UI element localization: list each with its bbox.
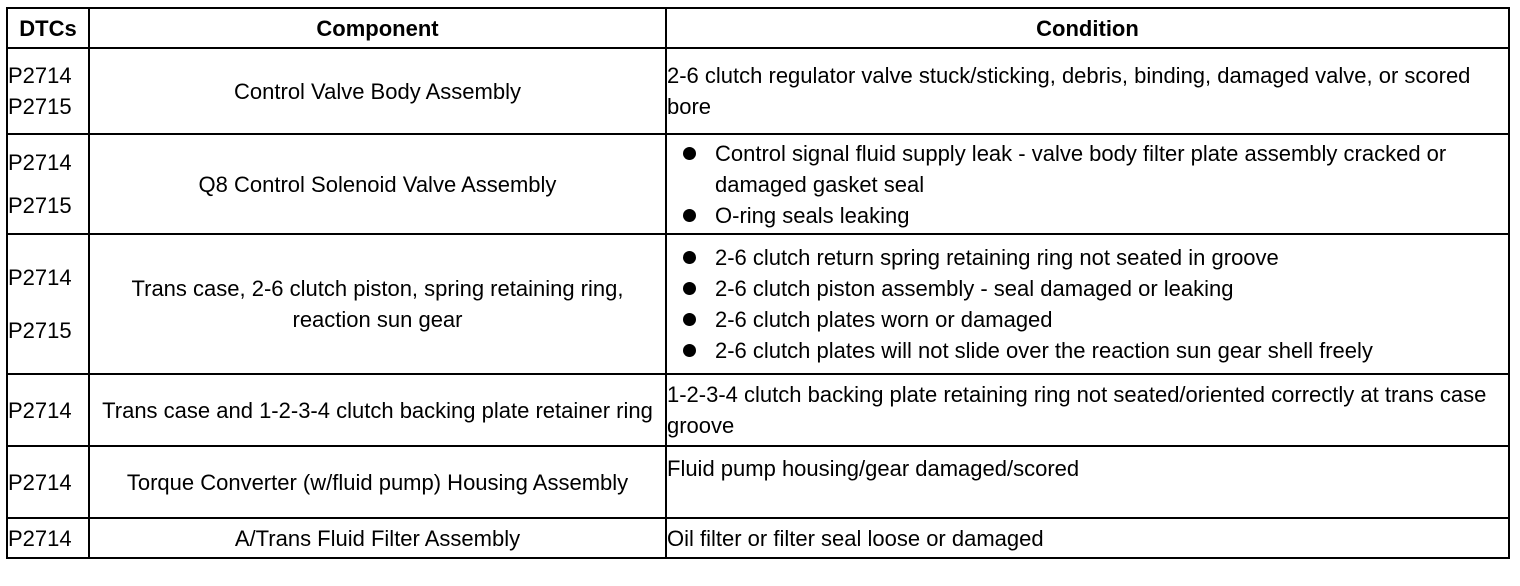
dtc-code: P2714 xyxy=(8,525,72,551)
table-row xyxy=(7,518,1509,558)
component-cell: Trans case, 2-6 clutch piston, spring retaining ring, reaction sun gear xyxy=(89,234,666,374)
component-cell: Q8 Control Solenoid Valve Assembly xyxy=(89,134,666,234)
component-cell: Control Valve Body Assembly xyxy=(89,48,666,134)
bullet-icon xyxy=(683,251,696,264)
condition-bullet-text: 2-6 clutch return spring retaining ring not seated in groove xyxy=(715,245,1279,270)
dtc-code: P2714 xyxy=(8,469,72,495)
condition-cell xyxy=(666,234,1509,374)
condition-bullet xyxy=(667,273,1508,304)
table-row xyxy=(7,234,1509,374)
condition-bullet-text: Control signal fluid supply leak - valve body filter plate assembly cracked or damaged gasket seal xyxy=(715,140,1447,197)
condition-bullet xyxy=(667,138,1508,200)
table-row xyxy=(7,134,1509,234)
dtc-cell xyxy=(7,446,89,518)
component-cell: Trans case and 1-2-3-4 clutch backing plate retainer ring xyxy=(89,374,666,446)
condition-cell: Fluid pump housing/gear damaged/scored xyxy=(666,446,1509,518)
dtc-code: P2714 xyxy=(8,265,72,290)
dtc-code: P2714 xyxy=(8,397,72,423)
dtc-code: P2714 xyxy=(8,63,72,88)
header-component: Component xyxy=(89,8,666,48)
dtc-cell xyxy=(7,518,89,558)
condition-bullet-list xyxy=(667,242,1508,366)
condition-cell: 1-2-3-4 clutch backing plate retaining ring not seated/oriented correctly at trans case groove xyxy=(666,374,1509,446)
dtc-cell xyxy=(7,134,89,234)
table-row xyxy=(7,446,1509,518)
dtc-code: P2715 xyxy=(8,94,72,119)
bullet-icon xyxy=(683,344,696,357)
bullet-icon xyxy=(683,209,696,222)
table-row xyxy=(7,374,1509,446)
condition-bullet-list xyxy=(667,138,1508,231)
dtc-cell xyxy=(7,48,89,134)
header-condition: Condition xyxy=(666,8,1509,48)
component-cell: Torque Converter (w/fluid pump) Housing Assembly xyxy=(89,446,666,518)
condition-cell: 2-6 clutch regulator valve stuck/sticking, debris, binding, damaged valve, or scored bore xyxy=(666,48,1509,134)
condition-cell: Oil filter or filter seal loose or damaged xyxy=(666,518,1509,558)
bullet-icon xyxy=(683,282,696,295)
condition-bullet-text: 2-6 clutch plates worn or damaged xyxy=(715,307,1053,332)
dtc-table xyxy=(6,7,1510,559)
condition-cell xyxy=(666,134,1509,234)
condition-bullet xyxy=(667,200,1508,231)
condition-bullet xyxy=(667,304,1508,335)
dtc-cell xyxy=(7,374,89,446)
dtc-cell xyxy=(7,234,89,374)
table-row xyxy=(7,48,1509,134)
header-dtcs: DTCs xyxy=(7,8,89,48)
condition-bullet-text: 2-6 clutch plates will not slide over the reaction sun gear shell freely xyxy=(715,338,1373,363)
dtc-code: P2715 xyxy=(8,193,72,218)
bullet-icon xyxy=(683,147,696,160)
component-cell: A/Trans Fluid Filter Assembly xyxy=(89,518,666,558)
header-row xyxy=(7,8,1509,48)
condition-bullet xyxy=(667,335,1508,366)
bullet-icon xyxy=(683,313,696,326)
condition-bullet-text: 2-6 clutch piston assembly - seal damaged or leaking xyxy=(715,276,1234,301)
dtc-code: P2715 xyxy=(8,318,72,343)
condition-bullet xyxy=(667,242,1508,273)
dtc-code: P2714 xyxy=(8,150,72,175)
condition-bullet-text: O-ring seals leaking xyxy=(715,202,910,228)
